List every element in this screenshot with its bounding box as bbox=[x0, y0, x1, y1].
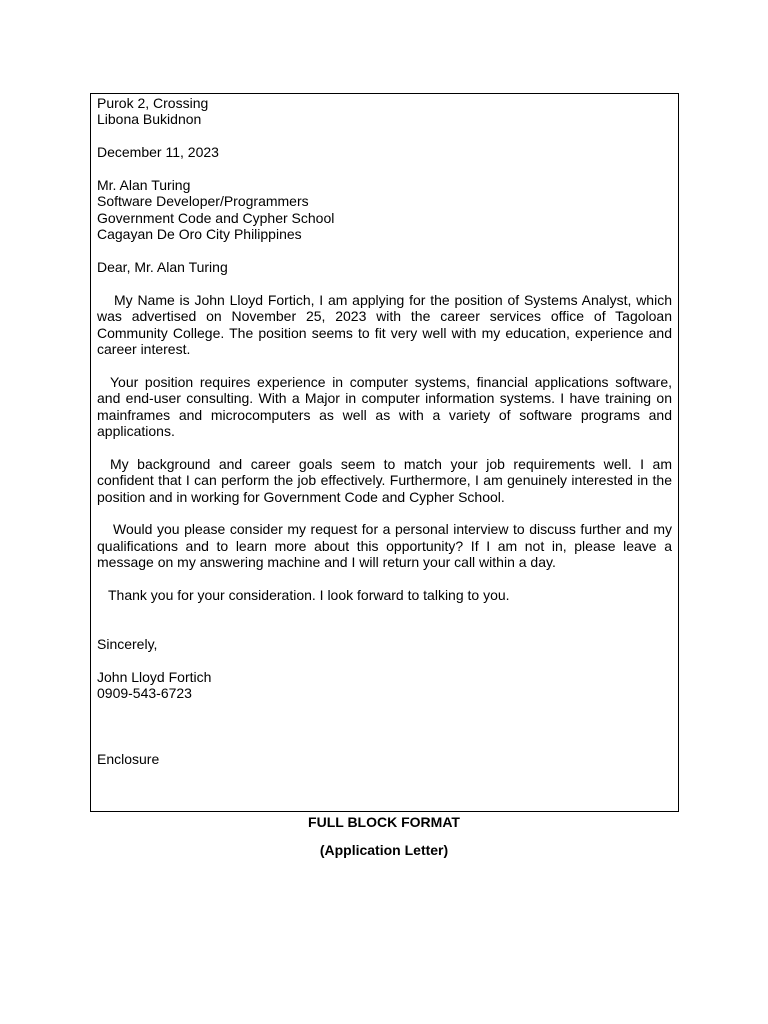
letter-date: December 11, 2023 bbox=[97, 144, 219, 161]
recipient-organization: Government Code and Cypher School bbox=[97, 209, 335, 226]
salutation: Dear, Mr. Alan Turing bbox=[97, 259, 228, 276]
body-paragraph-1: My Name is John Lloyd Fortich, I am applying for the position of Systems Analyst, which was advertised on November 25, 2023 with the career services office of Tagoloan Community College. The position seems to fit very well with my education, experience and career interest. bbox=[97, 291, 672, 358]
sender-address-line-1: Purok 2, Crossing bbox=[97, 95, 209, 111]
body-paragraph-5: Thank you for your consideration. I look forward to talking to you. bbox=[108, 587, 510, 604]
caption-title: FULL BLOCK FORMAT bbox=[308, 814, 460, 830]
recipient-city: Cagayan De Oro City Philippines bbox=[97, 226, 302, 243]
signature-name: John Lloyd Fortich bbox=[97, 669, 212, 686]
caption-subtitle: (Application Letter) bbox=[319, 842, 449, 858]
signature-phone: 0909-543-6723 bbox=[97, 685, 192, 702]
closing: Sincerely, bbox=[97, 636, 158, 653]
enclosure-notation: Enclosure bbox=[97, 751, 160, 768]
body-paragraph-2: Your position requires experience in computer systems, financial applications software, and end-user consulting. With a Major in computer information systems. I have training on mainframes and microcomputers as well as with a variety of software programs and applications. bbox=[97, 373, 672, 440]
body-paragraph-3: My background and career goals seem to match your job requirements well. I am confident that I can perform the job effectively. Furthermore, I am genuinely interested in the position and in working for Government Code and Cypher School. bbox=[97, 455, 672, 505]
recipient-name: Mr. Alan Turing bbox=[97, 177, 191, 193]
recipient-title: Software Developer/Programmers bbox=[97, 193, 309, 210]
sender-address-line-2: Libona Bukidnon bbox=[97, 111, 202, 128]
body-paragraph-4: Would you please consider my request for a personal interview to discuss further and my qualifications and to learn more about this opportunity? If I am not in, please leave a message on my answering machine and I will return your call within a day. bbox=[97, 521, 672, 571]
letter-frame bbox=[90, 93, 679, 812]
